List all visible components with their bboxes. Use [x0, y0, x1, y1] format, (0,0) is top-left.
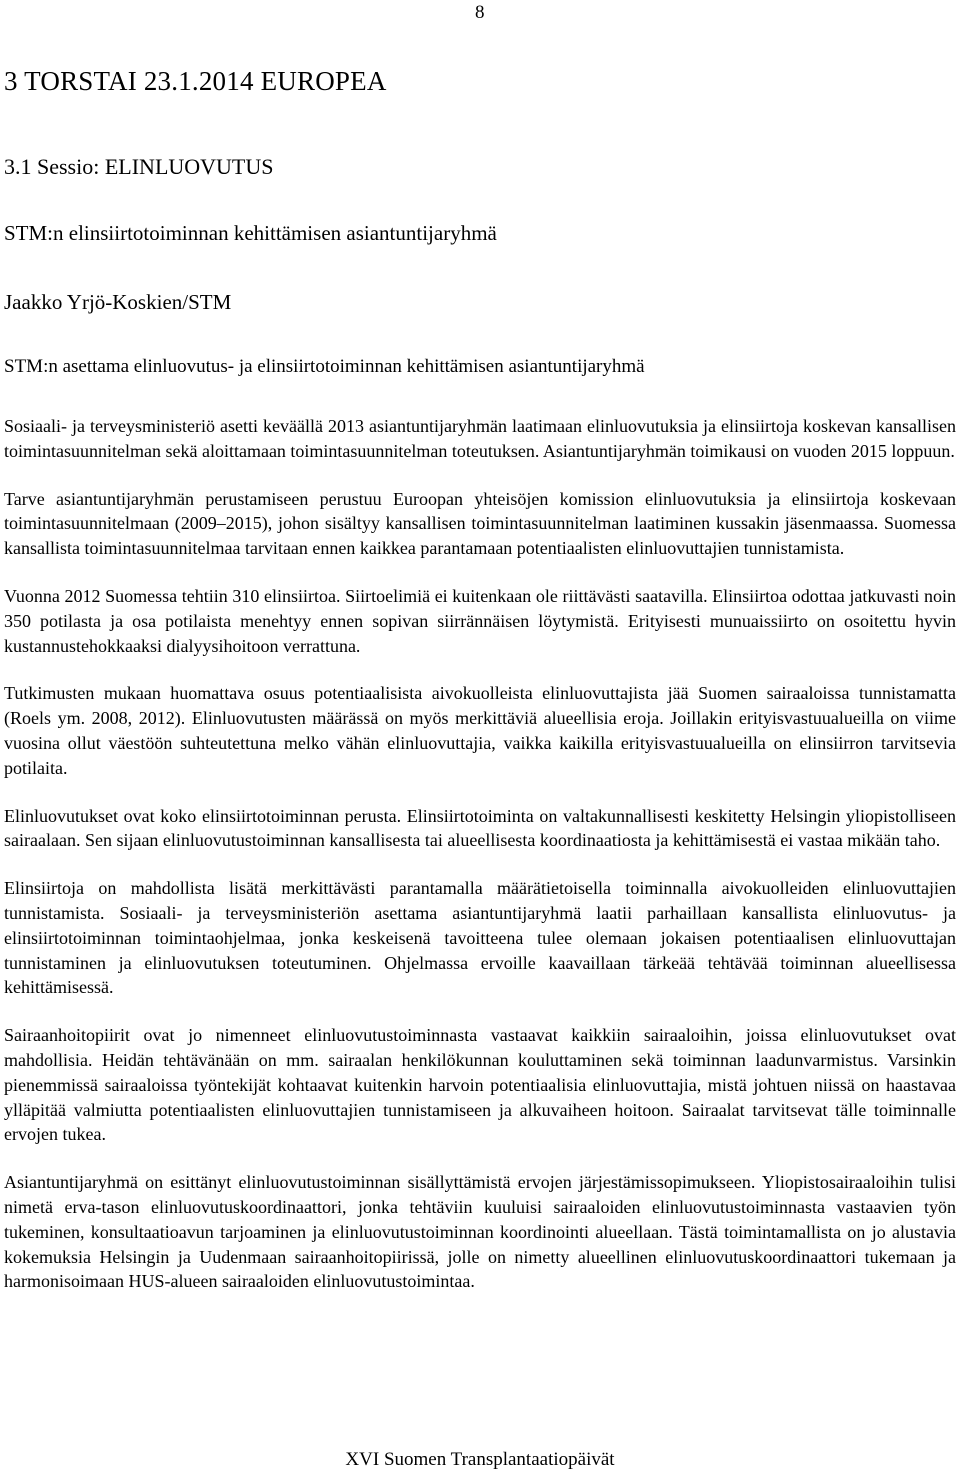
speaker-name: Jaakko Yrjö-Koskien/STM [4, 290, 232, 314]
session-heading: 3.1 Sessio: ELINLUOVUTUS [4, 154, 274, 179]
paragraph: Vuonna 2012 Suomessa tehtiin 310 elinsiirtoa. Siirtoelimiä ei kuitenkaan ole riittävästi saatavilla. Elinsiirtoa odottaa jatkuvasti noin 350 potilasta ja osa potilaista menehtyy ennen sopivan siirrännäisen löytymistä. Erityisesti munuaissiirto on osoitettu hyvin kustannustehokkaaksi dialyysihoitoon verrattuna. [4, 585, 956, 656]
page-number: 8 [475, 2, 485, 23]
group-heading: STM:n elinsiirtotoiminnan kehittämisen asiantuntijaryhmä [4, 221, 497, 245]
paragraph: Asiantuntijaryhmä on esittänyt elinluovutustoiminnan sisällyttämistä ervojen järjestämissopimukseen. Yliopistosairaaloihin tulisi nimetä erva-tason elinluovutuskoordinaattori, jonka tehtäviin kuuluisi sairaaloiden elinluovutustoiminnasta vastaavien työn tukeminen, konsultaatioavun tarjoaminen ja elinluovutustoiminnan koordinointi alueellaan. Tästä toimintamallista on jo alustavia kokemuksia Helsingin ja Uudenmaan sairaanhoitopiirissä, jolle on nimetty alueellinen elinluovutuskoordinaattori tukemaan ja harmonisoimaan HUS-alueen sairaaloiden elinluovutustoimintaa. [4, 1172, 956, 1292]
paragraph: Elinsiirtoja on mahdollista lisätä merkittävästi parantamalla määrätietoisella toiminnalla aivokuolleiden elinluovuttajien tunnistamista. Sosiaali- ja terveysministeriön asettama asiantuntijaryhmä laatii parhaillaan kansallista elinluovutus- ja elinsiirtotoiminnan toimintaohjelmaa, jonka keskeisenä tavoitteena tulee olemaan jokaisen potentiaalisen elinluovuttajan tunnistaminen ja elinluovutuksen toteutuminen. Ohjelmassa ervoille kaavaillaan tärkeää tehtävää toiminnan alueellisessa kehittämisessä. [4, 878, 956, 998]
talk-title: STM:n asettama elinluovutus- ja elinsiirtotoiminnan kehittämisen asiantuntijaryhmä [4, 356, 645, 377]
paragraph: Tarve asiantuntijaryhmän perustamiseen perustuu Euroopan yhteisöjen komission elinluovutuksia ja elinsiirtoja koskevaan toimintasuunnitelmaan (2009–2015), johon sisältyy kansallisen toimintasuunnitelman laatiminen kussakin jäsenmaassa. Suomessa kansallista toimintasuunnitelmaa tarvitaan ennen kaikkea parantamaan potentiaalisten elinluovuttajien tunnistamista. [4, 488, 956, 559]
paragraph: Sairaanhoitopiirit ovat jo nimenneet elinluovutustoiminnasta vastaavat kaikkiin sairaaloihin, joissa elinluovutukset ovat mahdollisia. Heidän tehtävänään on mm. sairaalan henkilökunnan kouluttaminen sekä toiminnan laadunvarmistus. Varsinkin pienemmissä sairaaloissa työntekijät kohtaavat kuitenkin harvoin potentiaalisia elinluovuttajia, mistä johtuen niissä on haastavaa ylläpitää valmiutta potentiaalisten elinluovuttajien tunnistamiseen ja alkuvaiheen hoitoon. Sairaalat tarvitsevat tälle toiminnalle ervojen tukea. [4, 1025, 956, 1145]
page-footer: XVI Suomen Transplantaatiopäivät [345, 1449, 615, 1470]
chapter-heading: 3 TORSTAI 23.1.2014 EUROPEA [4, 66, 387, 96]
paragraph: Tutkimusten mukaan huomattava osuus potentiaalisista aivokuolleista elinluovuttajista jää Suomen sairaaloissa tunnistamatta (Roels ym. 2008, 2012). Elinluovutusten määrässä on myös merkittäviä alueellisia eroja. Joillakin erityisvastuualueilla on viime vuosina ollut väestöön suhteutettuna melko vähän elinluovuttajia, vaikka kaikilla erityisvastuualueilla on elinsiirron tarvitsevia potilaita. [4, 683, 956, 778]
paragraph: Elinluovutukset ovat koko elinsiirtotoiminnan perusta. Elinsiirtotoiminta on valtakunnallisesti keskitetty Helsingin yliopistolliseen sairaalaan. Sen sijaan elinluovutustoiminnan kansallisesta tai alueellisesta koordinaatiosta ja kehittämisestä ei vastaa mikään taho. [4, 805, 956, 851]
paragraph: Sosiaali- ja terveysministeriö asetti keväällä 2013 asiantuntijaryhmän laatimaan elinluovutuksia ja elinsiirtoja koskevan kansallisen toimintasuunnitelman sekä aloittamaan toimintasuunnitelman toteutuksen. Asiantuntijaryhmän toimikausi on vuoden 2015 loppuun. [4, 416, 956, 461]
body-text [4, 414, 956, 1317]
